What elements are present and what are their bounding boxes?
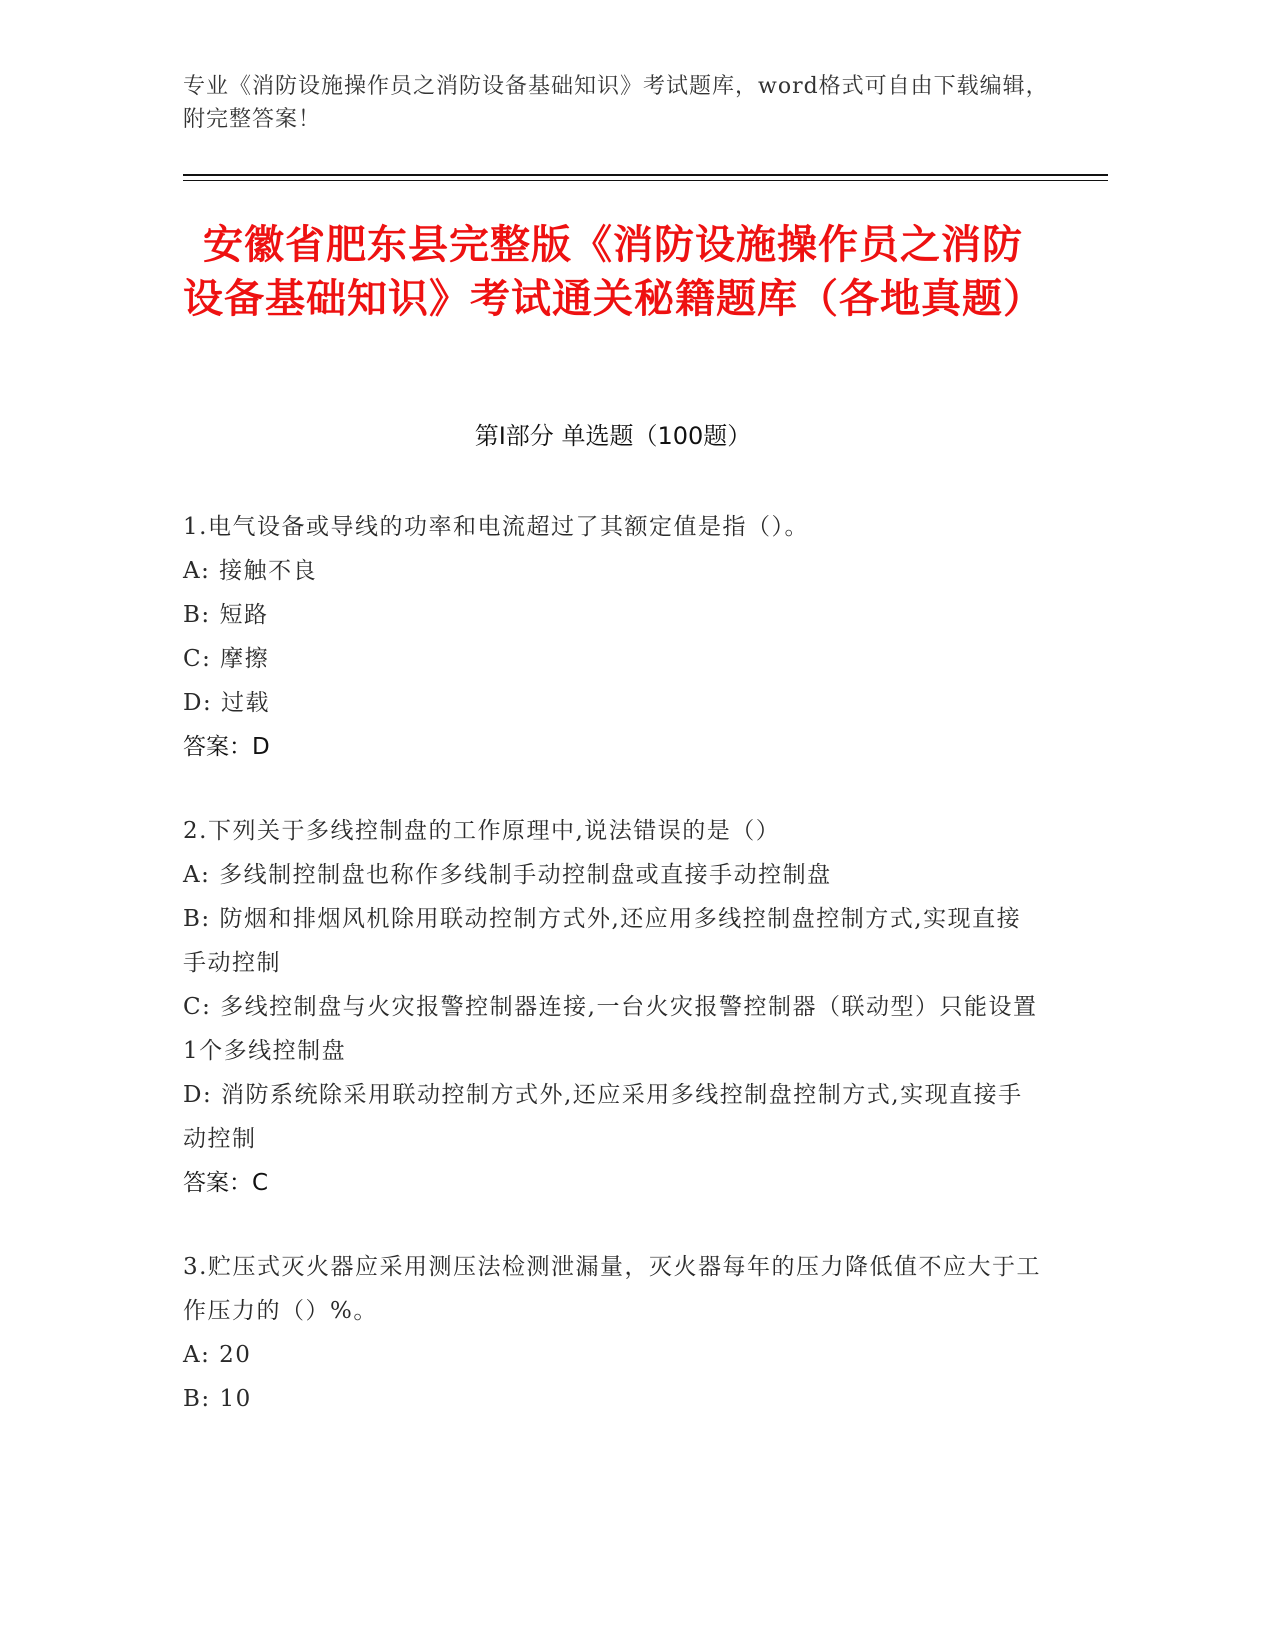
option-d: D: 消防系统除采用联动控制方式外,还应采用多线控制盘控制方式,实现直接手动控制: [183, 1082, 1023, 1152]
question-stem: 3.贮压式灭火器应采用测压法检测泄漏量，灭火器每年的压力降低值不应大于工作压力的（）%。: [183, 1254, 1041, 1324]
section-heading: 第I部分 单选题（100题）: [474, 422, 752, 450]
answer: 答案：D: [183, 734, 270, 760]
option-a: A: 20: [183, 1342, 252, 1368]
document-title: 安徽省肥东县完整版《消防设施操作员之消防设备基础知识》考试通关秘籍题库（各地真题）: [183, 222, 1044, 322]
question-1: [183, 505, 1043, 769]
option-b: B: 短路: [183, 602, 269, 628]
question-3: [183, 1245, 1043, 1421]
header-note: 专业《消防设施操作员之消防设备基础知识》考试题库，word格式可自由下载编辑，附完整答案！: [183, 74, 1049, 132]
header-divider-thick: [183, 174, 1108, 176]
option-c: C: 多线控制盘与火灾报警控制器连接,一台火灾报警控制器（联动型）只能设置1个多线控制盘: [183, 994, 1038, 1064]
question-stem: 1.电气设备或导线的功率和电流超过了其额定值是指（）。: [183, 514, 809, 540]
option-a: A: 多线制控制盘也称作多线制手动控制盘或直接手动控制盘: [183, 862, 832, 888]
question-2: [183, 809, 1043, 1205]
question-stem: 2.下列关于多线控制盘的工作原理中,说法错误的是（）: [183, 818, 781, 844]
option-b: B: 10: [183, 1386, 252, 1412]
option-c: C: 摩擦: [183, 646, 270, 672]
header-divider-thin: [183, 180, 1108, 181]
option-d: D: 过载: [183, 690, 271, 716]
question-list: [183, 505, 1043, 1461]
option-a: A: 接触不良: [183, 558, 318, 584]
answer: 答案：C: [183, 1170, 269, 1196]
option-b: B: 防烟和排烟风机除用联动控制方式外,还应用多线控制盘控制方式,实现直接手动控制: [183, 906, 1022, 976]
